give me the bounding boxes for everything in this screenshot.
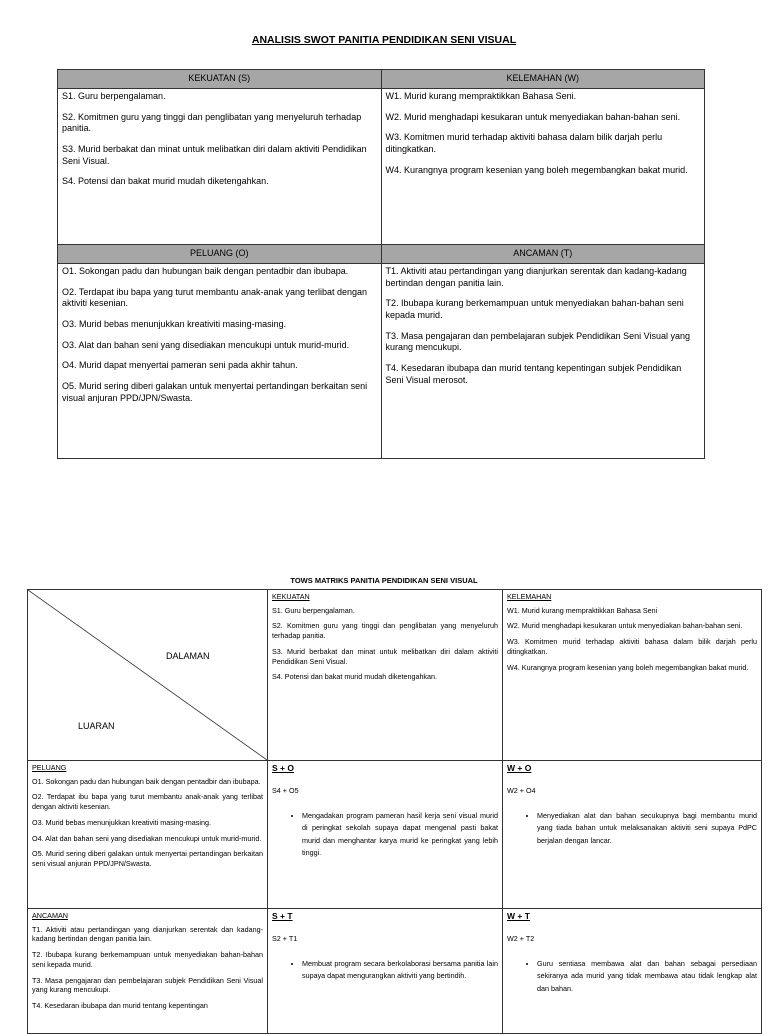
peluang-item: O1. Sokongan padu dan hubungan baik dengan pentadbir dan ibubapa. <box>62 266 349 276</box>
tows-ancaman-item: T1. Aktiviti atau pertandingan yang dianjurkan serentak dan kadang-kadang bertindan dengan panitia lain. <box>32 924 263 944</box>
tows-peluang-item: O1. Sokongan padu dan hubungan baik dengan pentadbir dan ibubapa. <box>32 776 261 786</box>
diagonal-cell <box>28 590 268 761</box>
st-header: S + T <box>272 911 293 921</box>
st-list <box>272 958 498 982</box>
tows-kekuatan-item: S1. Guru berpengalaman. <box>272 605 355 615</box>
swot-table <box>57 69 705 459</box>
tows-peluang-cell <box>28 761 268 909</box>
tows-ancaman-cell <box>28 909 268 1034</box>
kekuatan-item: S1. Guru berpengalaman. <box>62 91 166 101</box>
tows-ancaman-item: T3. Masa pengajaran dan pembelajaran subjek Pendidikan Seni Visual yang kurang mencukupi. <box>32 975 263 995</box>
wt-cell <box>503 909 762 1034</box>
ancaman-item: T2. Ibubapa kurang berkemampuan untuk menyediakan bahan-bahan seni kepada murid. <box>385 298 684 321</box>
kelemahan-item: W4. Kurangnya program kesenian yang boleh megembangkan bakat murid. <box>385 164 688 175</box>
wt-list <box>507 958 757 995</box>
ancaman-item: T1. Aktiviti atau pertandingan yang dianjurkan serentak dan kadang-kadang bertindan dengan panitia lain. <box>385 266 687 288</box>
wo-list <box>507 810 757 847</box>
so-strategy: • Mengadakan program pameran hasil kerja seni visual murid di peringkat sekolah supaya dapat mengenal pasti bakat murid dan menghantar karya murid ke peringkat yang lebih tinggi. <box>302 810 498 859</box>
kekuatan-header: KEKUATAN (S) <box>58 70 382 89</box>
so-cell <box>268 761 503 909</box>
tows-kelemahan-item: W1. Murid kurang mempraktikkan Bahasa Seni <box>507 605 658 615</box>
wt-header: W + T <box>507 911 530 921</box>
st-cell <box>268 909 503 1034</box>
luaran-label: LUARAN <box>78 721 115 731</box>
tows-peluang-item: O5. Murid sering diberi galakan untuk menyertai pertandingan berkaitan seni visual anjuran PPD/JPN/Swasta. <box>32 849 263 869</box>
dalaman-label: DALAMAN <box>166 651 210 661</box>
peluang-item: O5. Murid sering diberi galakan untuk menyertai pertandingan berkaitan seni visual anjuran PPD/JPN/Swasta. <box>62 381 368 403</box>
kelemahan-item: W3. Komitmen murid terhadap aktiviti bahasa dalam bilik darjah perlu ditingkatkan. <box>385 132 663 155</box>
tows-peluang-item: O2. Terdapat ibu bapa yang turut membantu anak-anak yang terlibat dengan aktiviti kesenian. <box>32 792 263 812</box>
tows-kekuatan-item: S2. Komitmen guru yang tinggi dan penglibatan yang menyeluruh terhadap panitia. <box>272 621 498 641</box>
swot-title: ANALISIS SWOT PANITIA PENDIDIKAN SENI VISUAL <box>251 34 517 46</box>
peluang-item: O2. Terdapat ibu bapa yang turut membantu anak-anak yang terlibat dengan aktiviti kesenian. <box>62 286 368 309</box>
tows-kelemahan-header: KELEMAHAN <box>507 592 552 601</box>
wt-strategy: • Guru sentiasa membawa alat dan bahan sebagai persediaan sekiranya ada murid yang tidak membawa atau tidak lengkap alat dan bahan. <box>537 958 757 995</box>
tows-kekuatan-header: KEKUATAN <box>272 592 310 601</box>
peluang-cell <box>58 264 382 459</box>
kelemahan-item: W1. Murid kurang mempraktikkan Bahasa Seni. <box>385 91 577 101</box>
tows-peluang-header: PELUANG <box>32 763 67 772</box>
tows-kekuatan-item: S3. Murid berbakat dan minat untuk melibatkan diri dalam aktiviti Pendidikan Seni Visual. <box>272 646 498 666</box>
tows-ancaman-item: T4. Kesedaran ibubapa dan murid tentang kepentingan <box>32 1001 208 1011</box>
tows-ancaman-header: ANCAMAN <box>32 911 68 920</box>
tows-kelemahan-item: W2. Murid menghadapi kesukaran untuk menyediakan bahan-bahan seni. <box>507 621 743 631</box>
kekuatan-item: S3. Murid berbakat dan minat untuk melibatkan diri dalam aktiviti Pendidikan Seni Visual. <box>62 144 367 166</box>
so-combo: S4 + O5 <box>272 786 299 796</box>
ancaman-header: ANCAMAN (T) <box>381 245 705 264</box>
tows-table <box>27 589 762 1034</box>
tows-ancaman-item: T2. Ibubapa kurang berkemampuan untuk menyediakan bahan-bahan seni kepada murid. <box>32 950 263 969</box>
tows-kelemahan-item: W3. Komitmen murid terhadap aktiviti bahasa dalam bilik darjah perlu ditingkatkan. <box>507 637 757 656</box>
st-strategy: • Membuat program secara berkolaborasi bersama panitia lain supaya dapat mengurangkan aktiviti yang bertindih. <box>302 958 498 982</box>
tows-kekuatan-cell <box>268 590 503 761</box>
ancaman-cell <box>381 264 705 459</box>
wo-header: W + O <box>507 763 532 773</box>
wt-combo: W2 + T2 <box>507 934 535 944</box>
so-list <box>272 810 498 859</box>
wo-cell <box>503 761 762 909</box>
peluang-item: O4. Murid dapat menyertai pameran seni pada akhir tahun. <box>62 360 298 371</box>
st-combo: S2 + T1 <box>272 934 298 944</box>
kelemahan-item: W2. Murid menghadapi kesukaran untuk menyediakan bahan-bahan seni. <box>385 111 681 122</box>
diagonal-line <box>28 590 267 760</box>
tows-kelemahan-cell <box>503 590 762 761</box>
tows-peluang-item: O4. Alat dan bahan seni yang disediakan mencukupi untuk murid-murid. <box>32 833 262 843</box>
tows-peluang-item: O3. Murid bebas menunjukkan kreativiti masing-masing. <box>32 817 211 827</box>
tows-title: TOWS MATRIKS PANITIA PENDIDIKAN SENI VISUAL <box>290 576 478 585</box>
so-header: S + O <box>272 763 294 773</box>
tows-kelemahan-item: W4. Kurangnya program kesenian yang boleh megembangkan bakat murid. <box>507 662 749 672</box>
peluang-item: O3. Murid bebas menunjukkan kreativiti masing-masing. <box>62 319 287 330</box>
peluang-item: O3. Alat dan bahan seni yang disediakan mencukupi untuk murid-murid. <box>62 339 350 350</box>
kekuatan-item: S2. Komitmen guru yang tinggi dan penglibatan yang menyeluruh terhadap panitia. <box>62 111 362 134</box>
kelemahan-header: KELEMAHAN (W) <box>381 70 705 89</box>
kelemahan-cell <box>381 89 705 245</box>
ancaman-item: T4. Kesedaran ibubapa dan murid tentang kepentingan subjek Pendidikan Seni Visual merosot. <box>385 363 682 385</box>
peluang-header: PELUANG (O) <box>58 245 382 264</box>
wo-strategy: • Menyediakan alat dan bahan secukupnya bagi membantu murid yang tiada bahan untuk melaksanakan aktiviti seni supaya PdPC berjalan dengan lancar. <box>537 810 757 847</box>
ancaman-item: T3. Masa pengajaran dan pembelajaran subjek Pendidikan Seni Visual yang kurang mencukupi. <box>385 330 691 353</box>
wo-combo: W2 + O4 <box>507 786 536 796</box>
kekuatan-item: S4. Potensi dan bakat murid mudah diketengahkan. <box>62 176 269 187</box>
tows-kekuatan-item: S4. Potensi dan bakat murid mudah diketengahkan. <box>272 672 438 682</box>
kekuatan-cell <box>58 89 382 245</box>
